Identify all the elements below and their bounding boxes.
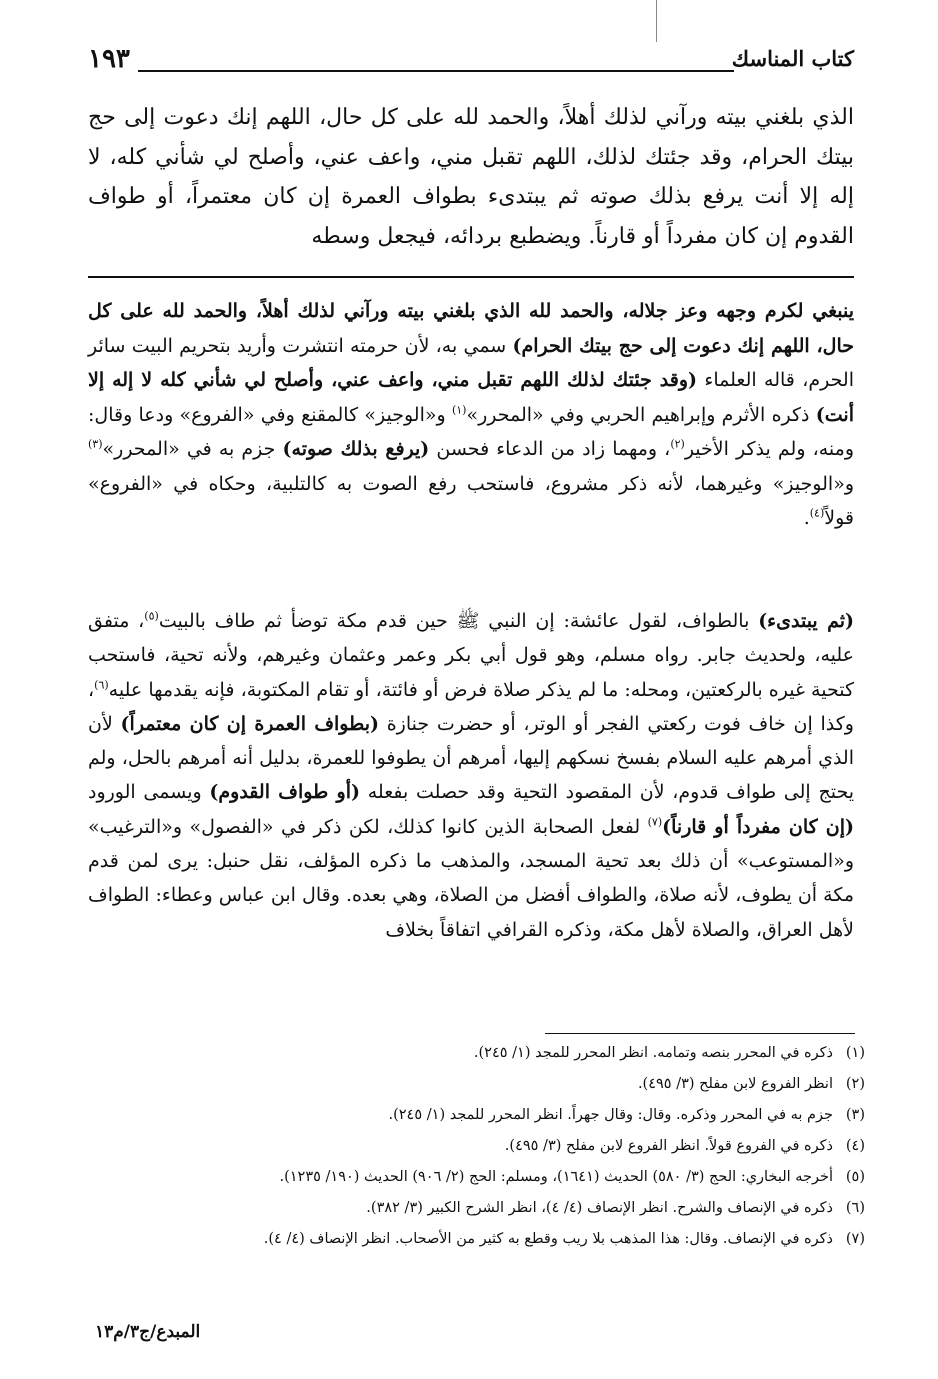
footnote-number: (٥): [845, 1169, 865, 1185]
footnote: [95, 1135, 865, 1158]
commentary-text: ويسمى الورود: [88, 781, 210, 804]
quoted-text: (بطواف العمرة إن كان معتمراً): [120, 712, 379, 735]
quoted-text: (ثم يبتدىء): [758, 610, 855, 632]
footnote-number: (٢): [845, 1076, 865, 1092]
commentary-paragraph-2: [88, 604, 854, 947]
main-text: [88, 98, 854, 256]
commentary-text: و«الوجيز» كالمقنع وفي «الفروع» ودعا وقال: ومنه، ولم يذكر الأخير: [88, 403, 854, 460]
signature-mark: المبدع/ج٣/م١٣: [95, 1322, 201, 1342]
header-rule: [138, 70, 734, 72]
footnote-ref[interactable]: (٤): [809, 506, 825, 520]
footnote-ref[interactable]: (١): [451, 403, 467, 417]
commentary-text: و«الوجيز» وغيرهما، لأنه ذكر مشروع، فاستحب رفع الصوت به كالتلبية، وحكاه في «الفروع» قولاً: [88, 472, 854, 529]
commentary-text: ، ومهما زاد من الدعاء فحسن: [429, 438, 671, 460]
footnote-text: ذكره في الفروع قولاً. انظر الفروع لابن مفلح (٣/ ٤٩٥).: [504, 1138, 833, 1154]
main-text-paragraph: الذي بلغني بيته ورآني لذلك أهلاً، والحمد لله على كل حال، اللهم إنك دعوت إلى حج بيتك الحرام، وقد جئتك لذلك، اللهم تقبل مني، واعف عني، وأصلح لي شأني كله، لا إله إلا أنت يرفع بذلك صوته ثم يبتدىء بطواف العمرة إن كان معتمراً، أو طواف القدوم إن كان مفرداً أو قارناً. ويضطبع بردائه، فيجعل وسطه: [88, 105, 854, 249]
commentary-text: جزم به في «المحرر»: [102, 438, 283, 460]
footnotes: [95, 1042, 865, 1259]
footnote-rule: [545, 1033, 855, 1034]
commentary-paragraph-1: [88, 294, 854, 536]
book-title: كتاب المناسك: [731, 46, 854, 71]
footnote: [95, 1197, 865, 1220]
quoted-text: (أو طواف القدوم): [209, 781, 360, 804]
footnote-ref[interactable]: (٣): [88, 437, 103, 451]
quoted-text: (يرفع بذلك صوته): [282, 438, 430, 460]
separator-rule: [88, 276, 854, 278]
quoted-text: (وقد جئتك لذلك اللهم تقبل مني، واعف عني، وأصلح لي شأني كله لا إله إلا أنت): [88, 369, 854, 426]
quoted-text: (إن كان مفرداً أو قارناً): [662, 815, 854, 838]
footnote-ref[interactable]: (٦): [94, 678, 109, 692]
footnote-text: ذكره في المحرر بنصه وتمامه. انظر المحرر للمجد (١/ ٢٤٥).: [473, 1045, 833, 1061]
footnote-ref[interactable]: (٥): [144, 609, 159, 623]
quoted-text: ينبغي لكرم وجهه وعز جلاله، والحمد لله الذي بلغني بيته ورآني لذلك أهلاً، والحمد لله على كل حال، اللهم إنك دعوت إلى حج بيتك الحرام): [88, 300, 854, 357]
footnote: [95, 1104, 865, 1127]
footnote-ref[interactable]: (٢): [670, 437, 685, 451]
commentary-text: سمي به، لأن حرمته انتشرت وأريد بتحريم البيت سائر الحرم، قاله العلماء: [88, 334, 854, 391]
commentary-text: ، وكذا إن خاف فوت ركعتي الفجر أو الوتر، أو حضرت جنازة: [88, 678, 854, 735]
footnote: [95, 1166, 865, 1189]
commentary-text: لفعل الصحابة الذين كانوا كذلك، لكن ذكر في «الفصول» و«الترغيب» و«المستوعب» أن ذلك بعد تحية المسجد، والمذهب ما ذكره المؤلف، نقل حنبل: يرى لمن قدم مكة أن يطوف، لأنه صلاة، والطواف أفضل من الصلاة، وهي بعده. وقال ابن عباس وعطاء: الطواف لأهل العراق، والصلاة لأهل مكة، وذكره القرافي اتفاقاً بخلاف: [88, 815, 854, 941]
commentary-text: ذكره الأثرم وإبراهيم الحربي وفي «المحرر»: [466, 403, 816, 426]
footnote: [95, 1228, 865, 1251]
footnote-number: (٦): [845, 1200, 865, 1216]
footnote-text: انظر الفروع لابن مفلح (٣/ ٤٩٥).: [637, 1076, 833, 1092]
footnote-number: (٤): [845, 1138, 865, 1154]
footnote-number: (٣): [845, 1107, 865, 1123]
footnote-text: جزم به في المحرر وذكره. وقال: وقال جهراً. انظر المحرر للمجد (١/ ٢٤٥).: [388, 1107, 833, 1123]
footnote-text: ذكره في الإنصاف. وقال: هذا المذهب بلا ريب وقطع به كثير من الأصحاب. انظر الإنصاف (٤/ ٤).: [263, 1231, 833, 1247]
page-header: [88, 44, 854, 84]
commentary-text: ، متفق عليه، ولحديث جابر. رواه مسلم، وهو قول أبي بكر وعمر وعثمان وغيرهم، ولأنه تحية، فاستحب كتحية غيره بالركعتين، ومحله: ما لم يذكر صلاة فرض أو فائتة، أو تقام المكتوبة، فإنه يقدمها عليه: [88, 610, 854, 701]
page-number: ١٩٣: [88, 44, 130, 74]
commentary-text: لأن الذي أمرهم عليه السلام بفسخ نسكهم إليها، أمرهم أن يطوفوا للعمرة، بدليل أنه أمرهم بالحل، ولم يحتج إلى طواف قدوم، لأن المقصود التحية وقد حصلت بفعله: [88, 712, 854, 804]
footnote-text: أخرجه البخاري: الحج (٣/ ٥٨٠) الحديث (١٦٤١)، ومسلم: الحج (٢/ ٩٠٦) الحديث (١٩٠/ ١٢٣٥).: [279, 1169, 833, 1185]
scan-mark: [656, 0, 657, 42]
footnote-number: (١): [845, 1045, 865, 1061]
footnote-text: ذكره في الإنصاف والشرح. انظر الإنصاف (٤/ ٤)، انظر الشرح الكبير (٣/ ٣٨٢).: [366, 1200, 833, 1216]
commentary-text: .: [803, 507, 810, 529]
footnote-ref[interactable]: (٧): [647, 815, 663, 829]
footnote: [95, 1073, 865, 1096]
footnote-number: (٧): [845, 1231, 865, 1247]
commentary-text: بالطواف، لقول عائشة: إن النبي ﷺ حين قدم مكة توضأ ثم طاف بالبيت: [158, 610, 759, 632]
footnote: [95, 1042, 865, 1065]
